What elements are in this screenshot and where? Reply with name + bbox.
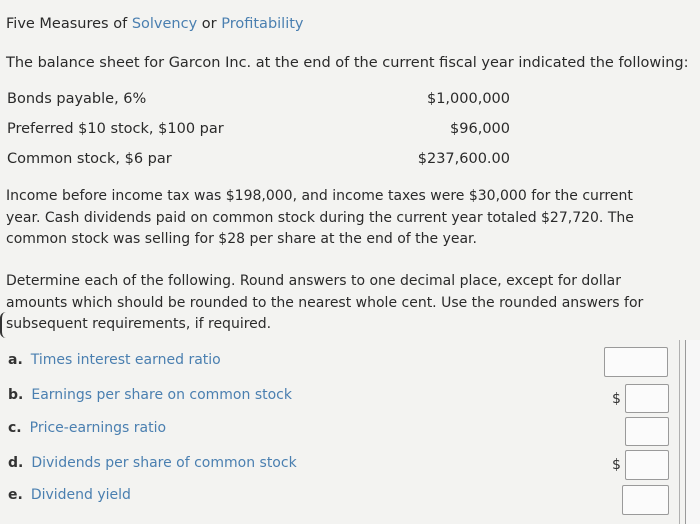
- question-text: Dividend yield: [30, 487, 131, 503]
- cursor-bracket-icon: [0, 312, 10, 338]
- answer-input-e[interactable]: [622, 485, 669, 515]
- question-text: Earnings per share on common stock: [31, 387, 292, 403]
- bonds-payable-label: Bonds payable, 6%: [7, 91, 147, 107]
- intro-text: The balance sheet for Garcon Inc. at the end of the current fiscal year indicated the following:: [6, 55, 689, 71]
- question-letter: b.: [8, 387, 24, 403]
- question-a: [8, 352, 221, 368]
- question-letter: d.: [8, 455, 24, 471]
- instructions-paragraph: Determine each of the following. Round answers to one decimal place, except for dollar amounts which should be rounded to the nearest whole cent. Use the rounded answers for subsequent requirements, if required.: [6, 273, 644, 332]
- preferred-stock-value: $96,000: [450, 121, 510, 137]
- income-paragraph: Income before income tax was $198,000, and income taxes were $30,000 for the current year. Cash dividends paid on common stock during the current year totaled $27,720. The common stock was selling for $28 per share at the end of the year.: [6, 188, 634, 247]
- title-text: Five Measures of: [6, 16, 132, 32]
- question-letter: e.: [8, 487, 23, 503]
- title-text-or: or: [197, 16, 222, 32]
- question-d: [8, 455, 297, 471]
- question-letter: a.: [8, 352, 23, 368]
- answer-input-c[interactable]: [625, 417, 669, 446]
- question-text: Dividends per share of common stock: [31, 455, 297, 471]
- dollar-sign: $: [612, 457, 621, 473]
- common-stock-value: $237,600.00: [417, 151, 510, 167]
- bonds-payable-value: $1,000,000: [426, 91, 510, 107]
- title-link-solvency[interactable]: Solvency: [131, 16, 198, 32]
- question-e: [8, 487, 131, 503]
- preferred-stock-label: Preferred $10 stock, $100 par: [7, 121, 224, 137]
- question-text: Times interest earned ratio: [30, 352, 221, 368]
- question-letter: c.: [8, 420, 22, 436]
- question-c: [8, 420, 166, 436]
- divider: [679, 340, 680, 524]
- right-panel-edge: [685, 340, 700, 524]
- dollar-sign: $: [612, 391, 621, 407]
- common-stock-label: Common stock, $6 par: [7, 151, 172, 167]
- title-link-profitability[interactable]: Profitability: [221, 16, 304, 32]
- answer-input-a[interactable]: [604, 347, 668, 377]
- answer-input-d[interactable]: [625, 450, 669, 480]
- page-title: [6, 16, 304, 32]
- answer-input-b[interactable]: [625, 384, 669, 413]
- question-b: [8, 387, 292, 403]
- question-text: Price-earnings ratio: [29, 420, 167, 436]
